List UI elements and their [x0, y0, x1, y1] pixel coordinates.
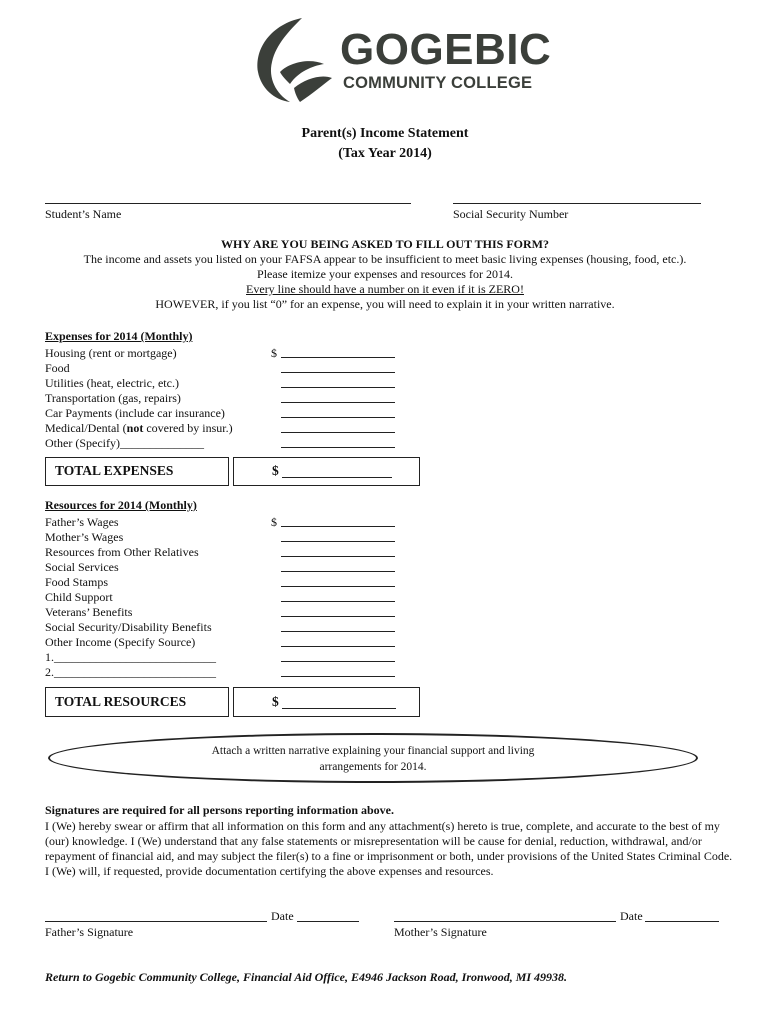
resource-field-social-security[interactable] [281, 631, 395, 632]
expense-field-car-payments[interactable] [281, 417, 395, 418]
signatures-heading: Signatures are required for all persons reporting information above. [45, 803, 395, 817]
resource-field-veterans[interactable] [281, 616, 395, 617]
student-name-label: Student’s Name [45, 207, 122, 221]
resource-field-other-income[interactable] [281, 646, 395, 647]
resource-label-father-wages: Father’s Wages [45, 515, 119, 529]
resource-label-food-stamps: Food Stamps [45, 575, 109, 589]
mother-date-field[interactable] [645, 921, 719, 922]
expense-label-utilities: Utilities (heat, electric, etc.) [45, 376, 179, 390]
medical-label-pre: Medical/Dental ( [45, 421, 127, 435]
intro-line-2: Please itemize your expenses and resources for 2014. [257, 267, 513, 281]
expense-label-food: Food [45, 361, 70, 375]
father-signature-field[interactable] [45, 921, 267, 922]
college-logo [250, 14, 550, 106]
narrative-line-1: Attach a written narrative explaining your financial support and living [211, 745, 535, 757]
medical-label-post: covered by insur.) [143, 421, 233, 435]
father-date-label: Date [271, 909, 294, 923]
ssn-field[interactable] [453, 203, 701, 204]
intro-question: WHY ARE YOU BEING ASKED TO FILL OUT THIS FORM? [221, 237, 549, 251]
resource-label-veterans: Veterans’ Benefits [45, 605, 133, 619]
ssn-label: Social Security Number [453, 207, 569, 221]
resource-label-child-support: Child Support [45, 590, 113, 604]
mother-signature-label: Mother’s Signature [394, 925, 487, 939]
resource-label-other-1: 1.___________________________ [45, 650, 216, 664]
expenses-heading: Expenses for 2014 (Monthly) [45, 329, 193, 343]
total-resources-box [233, 687, 420, 717]
expense-label-transportation: Transportation (gas, repairs) [45, 391, 181, 405]
intro-line-1: The income and assets you listed on your FAFSA appear to be insufficient to meet basic living expenses (housing, food, etc.). [83, 252, 687, 266]
dollar-sign: $ [271, 515, 277, 529]
total-expenses-field[interactable] [282, 477, 392, 478]
signatures-body: I (We) hereby swear or affirm that all information on this form and any attachment(s) hereto is true, complete, and accurate to the best of my (our) knowledge. I (We) understand that any false statements or misrepresentation will be cause for denial, reduction, withdrawal, and/or repayment of financial aid, and may subject the filer(s) to a fine or imprisonment or both, under provisions of the United States Criminal Code. I (We) will, if requested, provide documentation certifying the above expenses and resources. [45, 819, 733, 878]
total-resources-dollar: $ [272, 694, 279, 709]
narrative-line-2: arrangements for 2014. [319, 761, 427, 773]
mother-signature-field[interactable] [394, 921, 616, 922]
resource-label-other-2: 2.___________________________ [45, 665, 216, 679]
resources-heading: Resources for 2014 (Monthly) [45, 498, 197, 512]
expense-field-food[interactable] [281, 372, 395, 373]
total-expenses-label: TOTAL EXPENSES [55, 463, 174, 478]
resource-field-father-wages[interactable] [281, 526, 395, 527]
expense-field-transportation[interactable] [281, 402, 395, 403]
total-resources-field[interactable] [282, 708, 396, 709]
form-title: Parent(s) Income Statement [301, 126, 469, 141]
dollar-sign: $ [271, 346, 277, 360]
resource-field-mother-wages[interactable] [281, 541, 395, 542]
resource-field-child-support[interactable] [281, 601, 395, 602]
form-subtitle: (Tax Year 2014) [338, 146, 432, 161]
logo-swirl-icon [250, 14, 340, 106]
medical-label-not: not [126, 421, 144, 435]
resource-field-other-1[interactable] [281, 661, 395, 662]
intro-line-3: Every line should have a number on it even if it is ZERO! [246, 282, 524, 296]
resource-label-other-relatives: Resources from Other Relatives [45, 545, 199, 559]
expense-label-medical [45, 421, 233, 435]
total-expenses-box [233, 457, 420, 486]
mother-date-label: Date [620, 909, 643, 923]
logo-subname: COMMUNITY COLLEGE [343, 74, 533, 92]
resource-field-social-services[interactable] [281, 571, 395, 572]
total-resources-label: TOTAL RESOURCES [55, 694, 187, 709]
father-date-field[interactable] [297, 921, 359, 922]
return-address: Return to Gogebic Community College, Financial Aid Office, E4946 Jackson Road, Ironwood, MI 49938. [45, 970, 568, 984]
resource-label-other-income: Other Income (Specify Source) [45, 635, 196, 649]
expense-label-housing: Housing (rent or mortgage) [45, 346, 177, 360]
expense-field-other[interactable] [281, 447, 395, 448]
total-expenses-label-box [45, 457, 229, 486]
intro-line-4: HOWEVER, if you list “0” for an expense, you will need to explain it in your written narrative. [155, 297, 615, 311]
expense-label-other: Other (Specify)______________ [45, 436, 204, 450]
total-expenses-dollar: $ [272, 463, 279, 478]
logo-name: GOGEBIC [340, 25, 552, 74]
total-resources-label-box [45, 687, 229, 717]
resource-label-social-services: Social Services [45, 560, 119, 574]
resource-field-other-relatives[interactable] [281, 556, 395, 557]
resource-field-food-stamps[interactable] [281, 586, 395, 587]
student-name-field[interactable] [45, 203, 411, 204]
resource-field-other-2[interactable] [281, 676, 395, 677]
resource-label-mother-wages: Mother’s Wages [45, 530, 124, 544]
expense-label-car-payments: Car Payments (include car insurance) [45, 406, 225, 420]
narrative-text [48, 743, 698, 775]
expense-field-medical[interactable] [281, 432, 395, 433]
resource-label-social-security: Social Security/Disability Benefits [45, 620, 212, 634]
father-signature-label: Father’s Signature [45, 925, 134, 939]
expense-field-utilities[interactable] [281, 387, 395, 388]
expense-field-housing[interactable] [281, 357, 395, 358]
